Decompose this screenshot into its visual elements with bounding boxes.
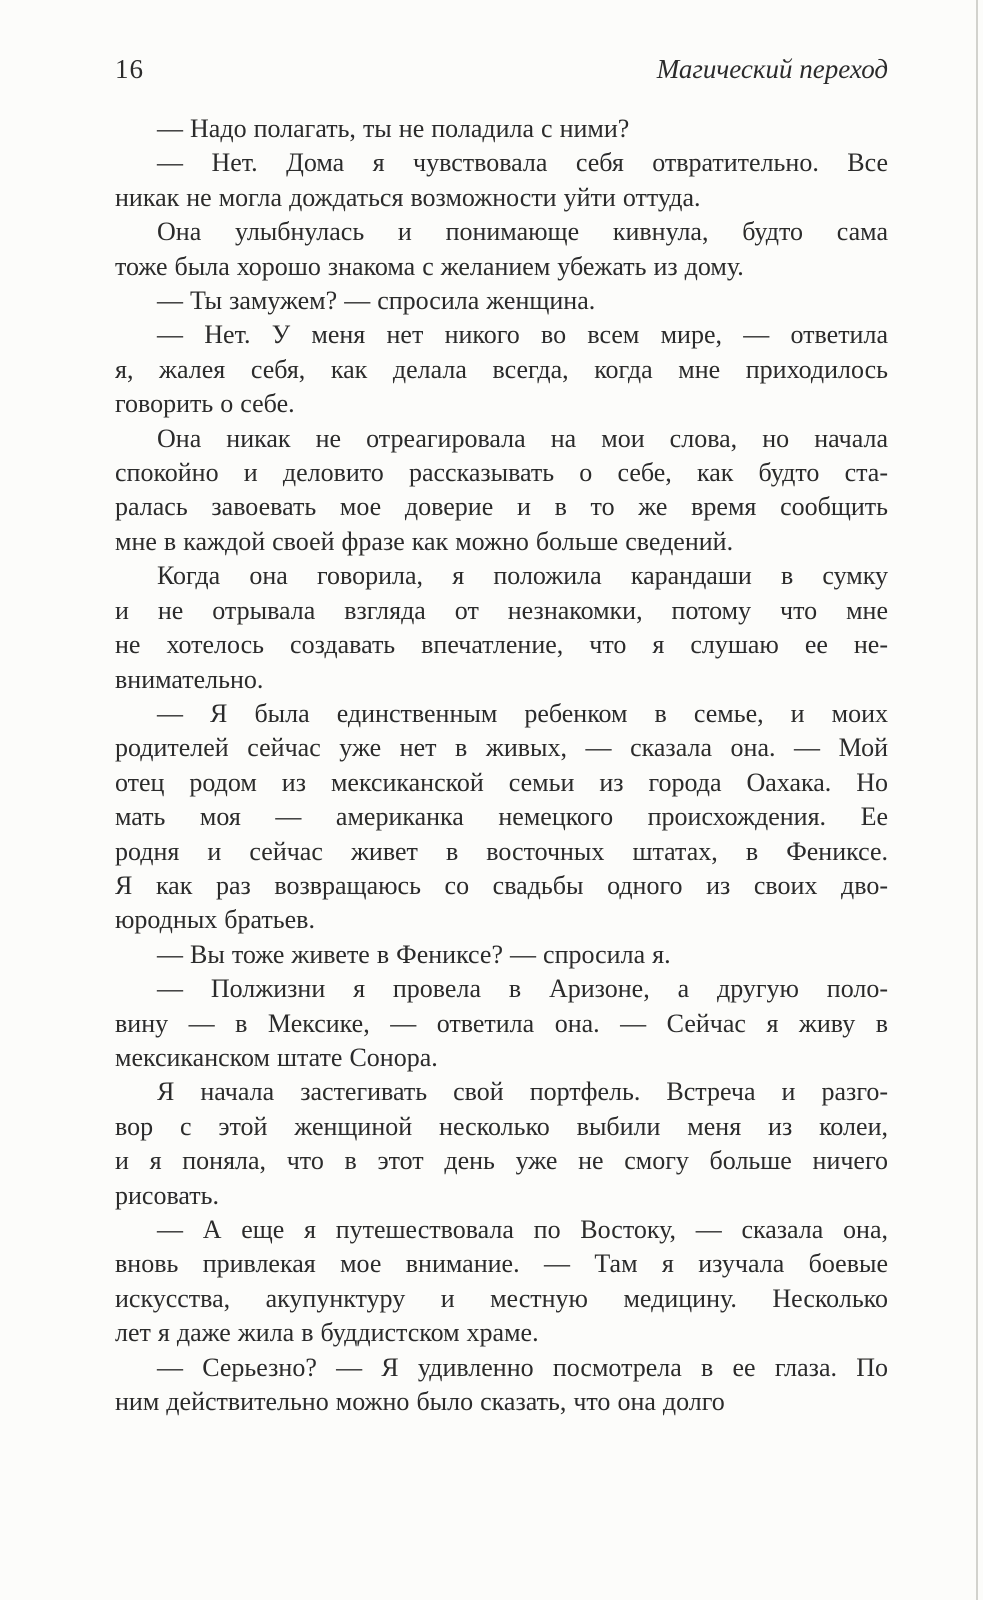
paragraph (115, 422, 888, 560)
text-line: внимательно. (115, 664, 264, 694)
text-line: вор с этой женщиной несколько выбили меня из колеи, (115, 1111, 888, 1141)
text-line: Она никак не отреагировала на мои слова, но начала (157, 423, 888, 453)
paragraph (115, 215, 888, 284)
text-line: Я начала застегивать свой портфель. Встреча и разго- (157, 1077, 888, 1107)
text-line: говорить о себе. (115, 389, 295, 419)
text-line: мать моя — американка немецкого происхождения. Ее (115, 802, 888, 832)
text-line: ним действительно можно было сказать, что она долго (115, 1387, 725, 1417)
text-line: — Серьезно? — Я удивленно посмотрела в ее глаза. По (157, 1352, 888, 1382)
text-line: ралась завоевать мое доверие и в то же время сообщить (115, 492, 888, 522)
text-line: — Надо полагать, ты не поладила с ними? (157, 114, 630, 143)
text-line: спокойно и деловито рассказывать о себе, как будто ста- (115, 458, 888, 488)
text-line: Я как раз возвращаюсь со свадьбы одного из своих дво- (115, 870, 888, 900)
text-line: Когда она говорила, я положила карандаши в сумку (157, 561, 888, 591)
text-line: — Ты замужем? — спросила женщина. (157, 286, 596, 316)
text-line: лет я даже жила в буддистском храме. (115, 1318, 539, 1348)
text-line: я, жалея себя, как делала всегда, когда мне приходилось (115, 354, 888, 384)
paragraph (115, 146, 888, 215)
text-line: и я поняла, что в этот день уже не смогу больше ничего (115, 1146, 888, 1176)
paragraph (115, 1075, 888, 1213)
text-line: мексиканском штате Сонора. (115, 1042, 438, 1072)
page-number: 16 (115, 54, 144, 84)
paragraph (115, 697, 888, 938)
paragraph (115, 1213, 888, 1351)
paragraph (115, 284, 888, 318)
text-line: отец родом из мексиканской семьи из города Оахака. Но (115, 767, 888, 797)
text-line: — Полжизни я провела в Аризоне, а другую поло- (157, 974, 888, 1004)
text-line: не хотелось создавать впечатление, что я слушаю ее не- (115, 630, 888, 660)
running-title: Магический переход (656, 54, 888, 84)
text-line: мне в каждой своей фразе как можно больше сведений. (115, 526, 734, 556)
text-line: — Вы тоже живете в Фениксе? — спросила я. (157, 939, 671, 969)
text-line: и не отрывала взгляда от незнакомки, потому что мне (115, 595, 888, 625)
page-header (115, 52, 888, 86)
text-line: — Я была единственным ребенком в семье, и моих (157, 698, 888, 728)
text-line: вину — в Мексике, — ответила она. — Сейчас я живу в (115, 1008, 888, 1038)
text-line: вновь привлекая мое внимание. — Там я изучала боевые (115, 1249, 888, 1279)
text-line: — Нет. Дома я чувствовала себя отвратительно. Все (157, 148, 888, 178)
paragraph (115, 318, 888, 421)
text-line: никак не могла дождаться возможности уйти оттуда. (115, 182, 701, 212)
text-line: рисовать. (115, 1180, 219, 1210)
text-block (115, 112, 888, 1419)
text-line: — А еще я путешествовала по Востоку, — сказала она, (157, 1215, 888, 1244)
text-line: Она улыбнулась и понимающе кивнула, будто сама (157, 217, 888, 247)
paragraph (115, 972, 888, 1075)
text-line: — Нет. У меня нет никого во всем мире, — ответила (157, 320, 888, 350)
paragraph (115, 1351, 888, 1420)
text-line: тоже была хорошо знакома с желанием убежать из дому. (115, 251, 744, 281)
paragraph (115, 559, 888, 697)
scan-edge-line (976, 0, 978, 1600)
paragraph (115, 112, 888, 146)
text-line: юродных братьев. (115, 905, 315, 935)
text-line: родителей сейчас уже нет в живых, — сказала она. — Мой (115, 733, 888, 763)
text-line: искусства, акупунктуру и местную медицину. Несколько (115, 1283, 888, 1313)
text-line: родня и сейчас живет в восточных штатах, в Фениксе. (115, 836, 888, 866)
paragraph (115, 938, 888, 972)
